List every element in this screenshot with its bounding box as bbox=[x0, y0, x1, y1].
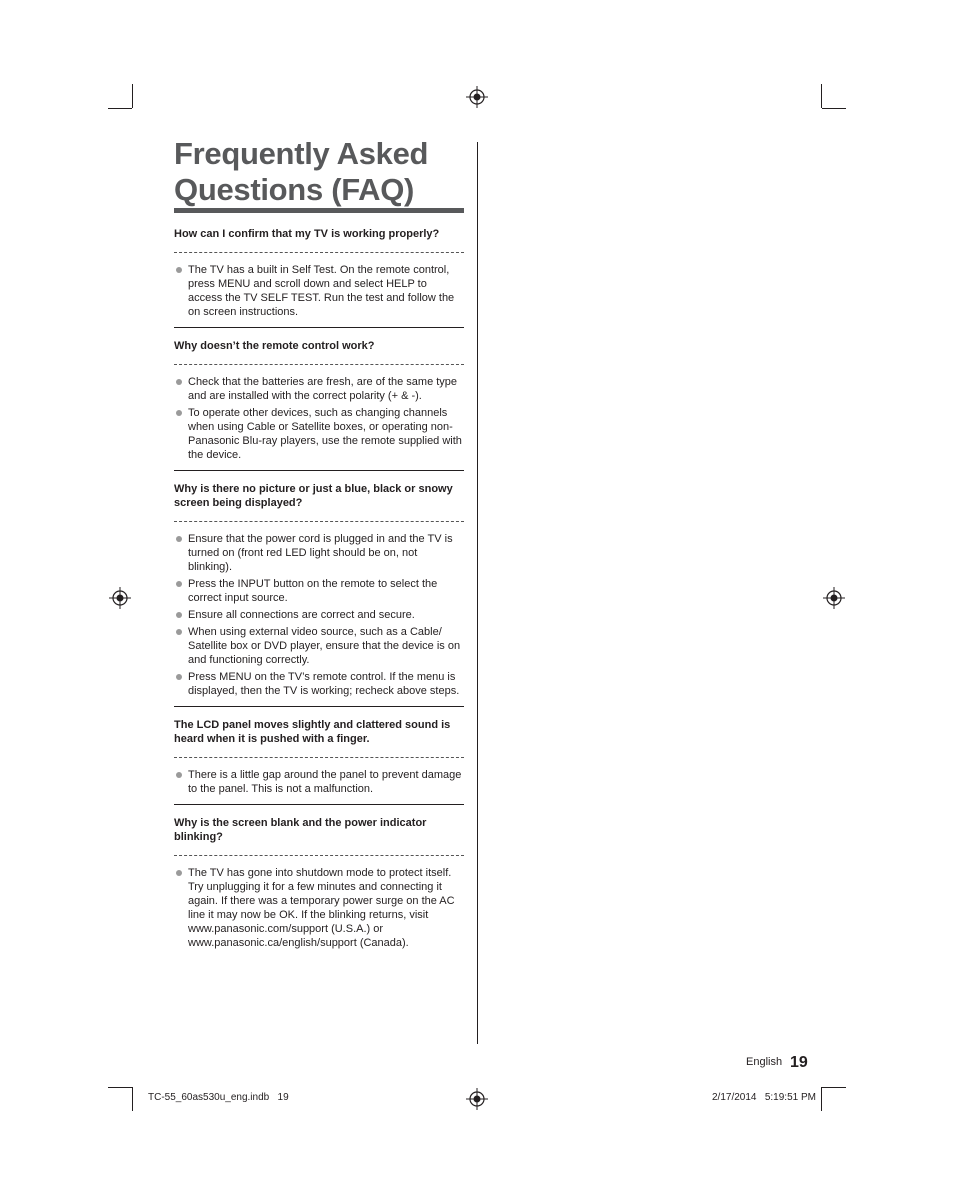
bullet-icon bbox=[176, 772, 182, 778]
faq-answer-text: Ensure that the power cord is plugged in and the TV is turned on (front red LED light should be on, not blinking). bbox=[188, 533, 453, 573]
faq-answer bbox=[174, 375, 464, 403]
faq-answer-text: Press the INPUT button on the remote to select the correct input source. bbox=[188, 578, 438, 604]
crop-mark-icon bbox=[108, 108, 132, 109]
faq-answer bbox=[174, 577, 464, 605]
page-title-line-1: Frequently Asked bbox=[174, 136, 429, 171]
page-title bbox=[174, 136, 464, 208]
section-divider bbox=[174, 470, 464, 471]
faq-item bbox=[174, 226, 464, 328]
faq-question: Why is there no picture or just a blue, black or snowy screen being displayed? bbox=[174, 483, 453, 509]
faq-answer bbox=[174, 406, 464, 462]
faq-question: The LCD panel moves slightly and clattered sound is heard when it is pushed with a finger. bbox=[174, 719, 451, 745]
dashed-divider bbox=[174, 757, 464, 758]
print-slug-date: 2/17/2014 5:19:51 PM bbox=[712, 1092, 816, 1103]
print-slug-file: TC-55_60as530u_eng.indb 19 bbox=[148, 1092, 289, 1103]
faq-item bbox=[174, 815, 464, 950]
faq-answers bbox=[174, 532, 464, 698]
faq-answer-text: There is a little gap around the panel to prevent damage to the panel. This is not a malfunction. bbox=[188, 769, 462, 795]
crop-mark-icon bbox=[132, 84, 133, 108]
faq-answer-text: To operate other devices, such as changing channels when using Cable or Satellite boxes, or operating non-Panasonic Blu-ray players, use the remote supplied with the device. bbox=[188, 407, 462, 461]
registration-mark-icon bbox=[823, 587, 845, 609]
bullet-icon bbox=[176, 410, 182, 416]
faq-answer bbox=[174, 670, 464, 698]
faq-answers bbox=[174, 263, 464, 319]
dashed-divider bbox=[174, 521, 464, 522]
faq-answer-text: Check that the batteries are fresh, are of the same type and are installed with the correct polarity (+ & -). bbox=[188, 376, 458, 402]
bullet-icon bbox=[176, 536, 182, 542]
faq-item bbox=[174, 338, 464, 471]
section-divider bbox=[174, 706, 464, 707]
crop-mark-icon bbox=[821, 1087, 822, 1111]
faq-list bbox=[174, 226, 464, 953]
dashed-divider bbox=[174, 855, 464, 856]
bullet-icon bbox=[176, 581, 182, 587]
section-divider bbox=[174, 327, 464, 328]
faq-answers bbox=[174, 768, 464, 796]
faq-item bbox=[174, 481, 464, 707]
faq-answer bbox=[174, 263, 464, 319]
faq-answer-text: The TV has a built in Self Test. On the remote control, press MENU and scroll down and select HELP to access the TV SELF TEST. Run the test and follow the on screen instructions. bbox=[188, 264, 455, 318]
faq-question: Why is the screen blank and the power indicator blinking? bbox=[174, 817, 427, 843]
title-underline-bar bbox=[174, 208, 464, 213]
faq-answer bbox=[174, 625, 464, 667]
faq-answer bbox=[174, 608, 464, 622]
faq-answers bbox=[174, 866, 464, 950]
bullet-icon bbox=[176, 612, 182, 618]
faq-question: Why doesn’t the remote control work? bbox=[174, 340, 375, 352]
crop-mark-icon bbox=[822, 108, 846, 109]
faq-answer-text: The TV has gone into shutdown mode to protect itself. Try unplugging it for a few minutes and connecting it again. If there was a temporary power surge on the AC line it may now be OK. If the blinking returns, visit www.panasonic.com/support (U.S.A.) or www.panasonic.ca/english/support (Canada). bbox=[188, 867, 455, 949]
faq-answer bbox=[174, 532, 464, 574]
bullet-icon bbox=[176, 870, 182, 876]
faq-answer-text: When using external video source, such as a Cable/ Satellite box or DVD player, ensure that the device is on and functioning correctly. bbox=[188, 626, 461, 666]
footer-language: English bbox=[746, 1056, 783, 1068]
faq-answer-text: Press MENU on the TV’s remote control. If the menu is displayed, then the TV is working; recheck above steps. bbox=[188, 671, 460, 697]
column-divider bbox=[477, 142, 478, 1044]
crop-mark-icon bbox=[108, 1087, 132, 1088]
dashed-divider bbox=[174, 364, 464, 365]
faq-answer-text: Ensure all connections are correct and secure. bbox=[188, 609, 415, 621]
crop-mark-icon bbox=[822, 1087, 846, 1088]
page-number: 19 bbox=[790, 1054, 808, 1071]
registration-mark-icon bbox=[466, 86, 488, 108]
page-title-line-2: Questions (FAQ) bbox=[174, 172, 415, 207]
faq-answer bbox=[174, 866, 464, 950]
bullet-icon bbox=[176, 267, 182, 273]
bullet-icon bbox=[176, 674, 182, 680]
faq-answers bbox=[174, 375, 464, 462]
faq-answer bbox=[174, 768, 464, 796]
faq-question: How can I confirm that my TV is working properly? bbox=[174, 228, 440, 240]
crop-mark-icon bbox=[132, 1087, 133, 1111]
registration-mark-icon bbox=[466, 1088, 488, 1110]
bullet-icon bbox=[176, 379, 182, 385]
faq-item bbox=[174, 717, 464, 805]
bullet-icon bbox=[176, 629, 182, 635]
dashed-divider bbox=[174, 252, 464, 253]
crop-mark-icon bbox=[821, 84, 822, 108]
section-divider bbox=[174, 804, 464, 805]
registration-mark-icon bbox=[109, 587, 131, 609]
